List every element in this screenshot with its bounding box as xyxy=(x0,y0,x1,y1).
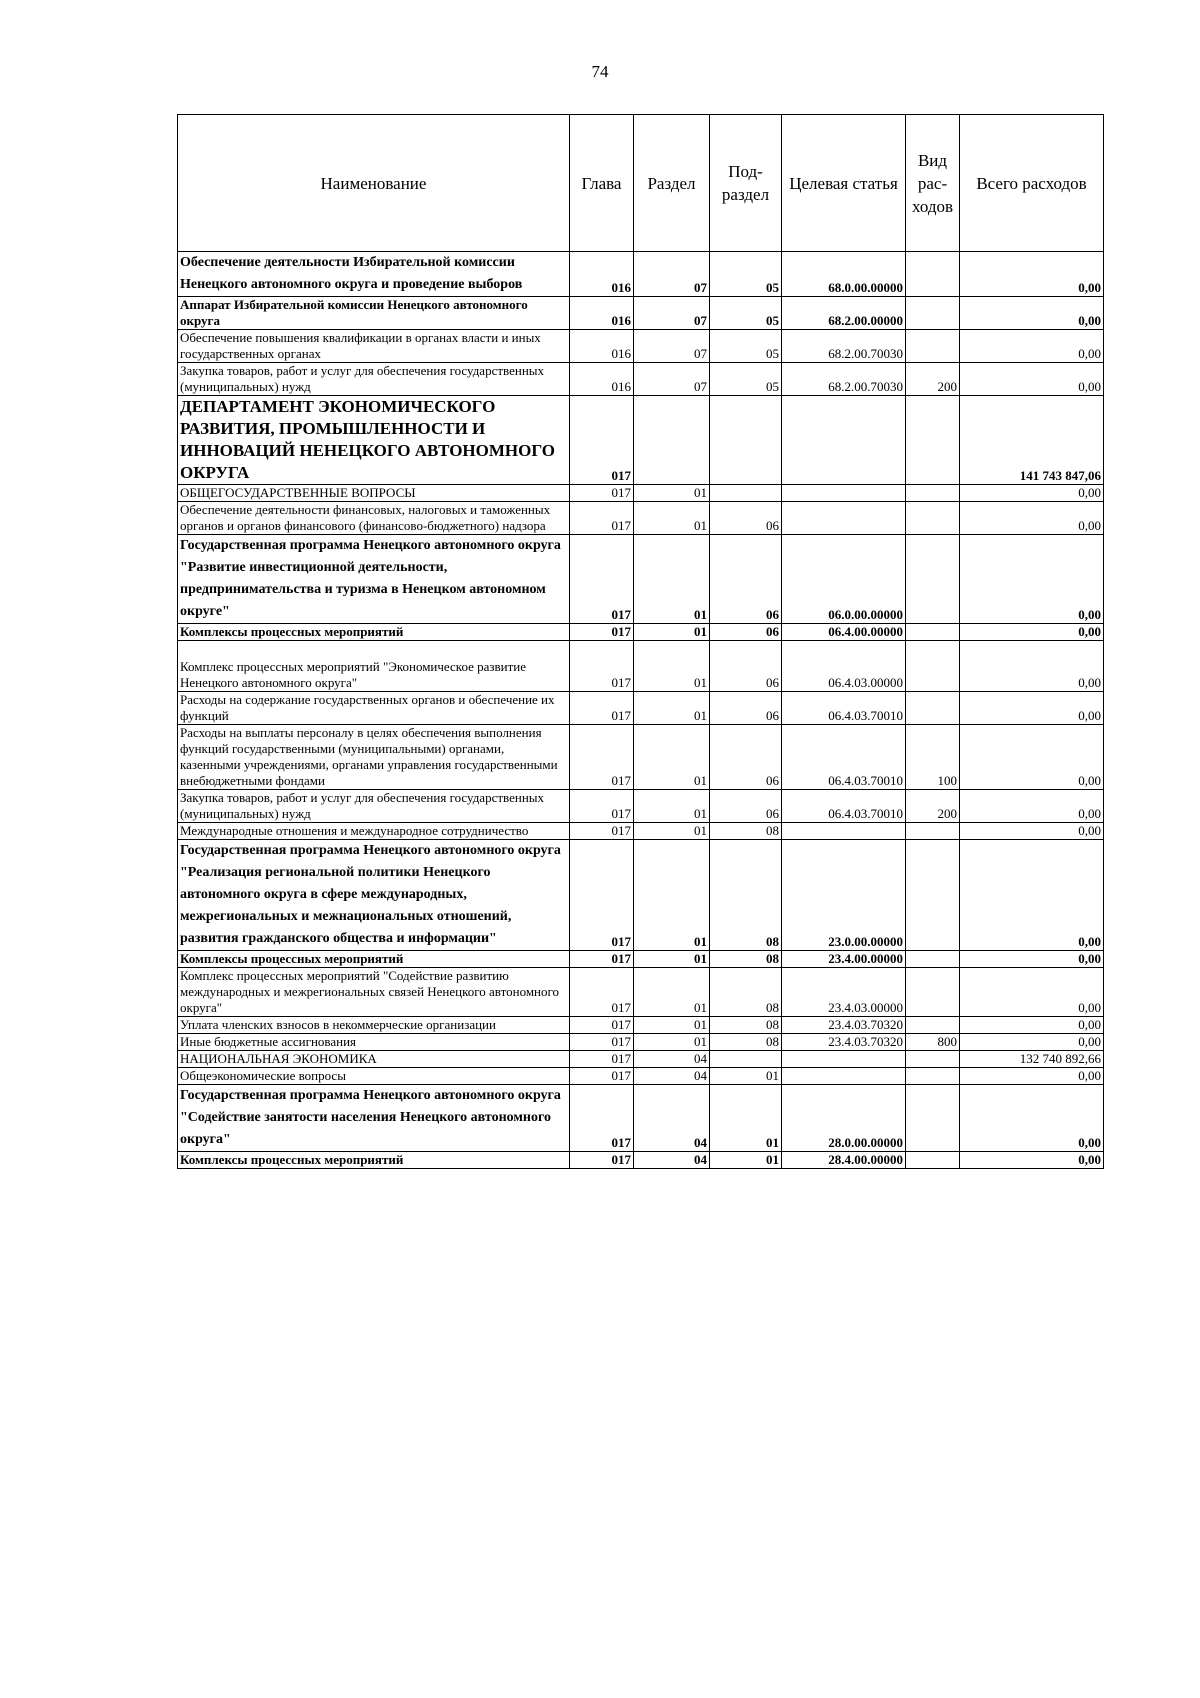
row-chapter: 017 xyxy=(570,951,634,968)
row-section: 04 xyxy=(634,1068,710,1085)
table-row xyxy=(178,330,1104,363)
row-chapter: 017 xyxy=(570,840,634,951)
row-section: 01 xyxy=(634,725,710,790)
row-name: ОБЩЕГОСУДАРСТВЕННЫЕ ВОПРОСЫ xyxy=(178,485,570,502)
row-section: 01 xyxy=(634,535,710,624)
row-chapter: 017 xyxy=(570,692,634,725)
row-chapter: 017 xyxy=(570,1051,634,1068)
row-total: 0,00 xyxy=(960,1017,1104,1034)
row-chapter: 017 xyxy=(570,1152,634,1169)
table-row xyxy=(178,363,1104,396)
row-section: 01 xyxy=(634,502,710,535)
row-total: 0,00 xyxy=(960,624,1104,641)
row-expense-type xyxy=(906,1085,960,1152)
row-total: 0,00 xyxy=(960,502,1104,535)
page-number: 74 xyxy=(591,62,609,81)
row-expense-type xyxy=(906,485,960,502)
table-body xyxy=(178,252,1104,1169)
table-row xyxy=(178,1085,1104,1152)
row-subsection: 08 xyxy=(710,1017,782,1034)
row-section: 07 xyxy=(634,330,710,363)
header-chapter: Глава xyxy=(570,115,634,252)
row-expense-type xyxy=(906,502,960,535)
row-expense-type: 800 xyxy=(906,1034,960,1051)
row-expense-type xyxy=(906,1051,960,1068)
row-chapter: 017 xyxy=(570,485,634,502)
table-row xyxy=(178,641,1104,692)
row-total: 0,00 xyxy=(960,823,1104,840)
row-name: Расходы на выплаты персоналу в целях обеспечения выполнения функций государственными (муниципальными) органами, казенными учреждениями, органами управления государственными внебюджетными фондами xyxy=(178,725,570,790)
table-row xyxy=(178,951,1104,968)
table-row xyxy=(178,1068,1104,1085)
row-name: Государственная программа Ненецкого автономного округа "Развитие инвестиционной деятельности, предпринимательства и туризма в Ненецком автономном округе" xyxy=(178,535,570,624)
budget-table xyxy=(177,114,1104,1169)
row-subsection: 08 xyxy=(710,968,782,1017)
row-expense-type: 200 xyxy=(906,363,960,396)
row-expense-type xyxy=(906,1068,960,1085)
row-section: 01 xyxy=(634,951,710,968)
row-expense-type xyxy=(906,823,960,840)
row-chapter: 017 xyxy=(570,624,634,641)
row-subsection: 05 xyxy=(710,363,782,396)
row-total: 0,00 xyxy=(960,1034,1104,1051)
header-total-expenses: Всего расходов xyxy=(960,115,1104,252)
row-total: 0,00 xyxy=(960,363,1104,396)
row-chapter: 016 xyxy=(570,252,634,297)
row-section: 07 xyxy=(634,363,710,396)
table-row xyxy=(178,1017,1104,1034)
row-section: 01 xyxy=(634,790,710,823)
row-target-article: 68.2.00.70030 xyxy=(782,330,906,363)
row-total: 0,00 xyxy=(960,535,1104,624)
row-total: 0,00 xyxy=(960,840,1104,951)
table-row xyxy=(178,840,1104,951)
table-row xyxy=(178,485,1104,502)
row-target-article xyxy=(782,485,906,502)
row-subsection xyxy=(710,1051,782,1068)
row-subsection: 06 xyxy=(710,641,782,692)
row-target-article: 23.0.00.00000 xyxy=(782,840,906,951)
header-section: Раздел xyxy=(634,115,710,252)
row-chapter: 017 xyxy=(570,823,634,840)
row-name: Расходы на содержание государственных органов и обеспечение их функций xyxy=(178,692,570,725)
row-name: Обеспечение деятельности финансовых, налоговых и таможенных органов и органов финансового (финансово-бюджетного) надзора xyxy=(178,502,570,535)
row-subsection: 06 xyxy=(710,725,782,790)
row-target-article xyxy=(782,1068,906,1085)
row-total: 0,00 xyxy=(960,297,1104,330)
row-section: 07 xyxy=(634,297,710,330)
row-subsection: 05 xyxy=(710,252,782,297)
row-target-article: 28.0.00.00000 xyxy=(782,1085,906,1152)
row-section: 01 xyxy=(634,692,710,725)
row-target-article: 23.4.00.00000 xyxy=(782,951,906,968)
row-expense-type xyxy=(906,535,960,624)
row-expense-type xyxy=(906,396,960,485)
header-subsection: Под-раздел xyxy=(710,115,782,252)
row-chapter: 016 xyxy=(570,363,634,396)
row-expense-type xyxy=(906,951,960,968)
row-name: Закупка товаров, работ и услуг для обеспечения государственных (муниципальных) нужд xyxy=(178,790,570,823)
row-subsection: 05 xyxy=(710,330,782,363)
row-subsection: 05 xyxy=(710,297,782,330)
row-name: ДЕПАРТАМЕНТ ЭКОНОМИЧЕСКОГО РАЗВИТИЯ, ПРОМЫШЛЕННОСТИ И ИННОВАЦИЙ НЕНЕЦКОГО АВТОНОМНОГО ОКРУГА xyxy=(178,396,570,485)
row-target-article: 23.4.03.00000 xyxy=(782,968,906,1017)
row-target-article: 68.2.00.70030 xyxy=(782,363,906,396)
row-section: 01 xyxy=(634,968,710,1017)
row-chapter: 017 xyxy=(570,535,634,624)
row-total: 141 743 847,06 xyxy=(960,396,1104,485)
table-row xyxy=(178,1152,1104,1169)
table-row xyxy=(178,502,1104,535)
table-row xyxy=(178,1051,1104,1068)
row-name: Обеспечение деятельности Избирательной комиссии Ненецкого автономного округа и проведение выборов xyxy=(178,252,570,297)
table-row xyxy=(178,535,1104,624)
row-target-article: 68.2.00.00000 xyxy=(782,297,906,330)
row-name: Комплекс процессных мероприятий "Содействие развитию международных и межрегиональных связей Ненецкого автономного округа" xyxy=(178,968,570,1017)
row-target-article: 68.0.00.00000 xyxy=(782,252,906,297)
row-subsection: 06 xyxy=(710,535,782,624)
table-row xyxy=(178,1034,1104,1051)
header-expense-type: Вид рас-ходов xyxy=(906,115,960,252)
row-target-article xyxy=(782,502,906,535)
row-target-article: 06.4.03.70010 xyxy=(782,725,906,790)
row-section: 01 xyxy=(634,823,710,840)
table-row xyxy=(178,297,1104,330)
row-name: НАЦИОНАЛЬНАЯ ЭКОНОМИКА xyxy=(178,1051,570,1068)
row-expense-type xyxy=(906,692,960,725)
row-target-article: 06.4.00.00000 xyxy=(782,624,906,641)
row-subsection: 01 xyxy=(710,1152,782,1169)
row-name: Закупка товаров, работ и услуг для обеспечения государственных (муниципальных) нужд xyxy=(178,363,570,396)
row-chapter: 016 xyxy=(570,297,634,330)
row-chapter: 016 xyxy=(570,330,634,363)
row-section: 07 xyxy=(634,252,710,297)
row-total: 0,00 xyxy=(960,485,1104,502)
row-expense-type xyxy=(906,1152,960,1169)
header-target-article: Целевая статья xyxy=(782,115,906,252)
row-target-article xyxy=(782,396,906,485)
row-total: 0,00 xyxy=(960,692,1104,725)
row-section: 01 xyxy=(634,641,710,692)
row-section: 01 xyxy=(634,1034,710,1051)
row-subsection xyxy=(710,396,782,485)
row-name: Иные бюджетные ассигнования xyxy=(178,1034,570,1051)
table-row xyxy=(178,624,1104,641)
table-row xyxy=(178,968,1104,1017)
row-subsection: 08 xyxy=(710,840,782,951)
row-section: 01 xyxy=(634,1017,710,1034)
row-expense-type xyxy=(906,330,960,363)
row-subsection: 06 xyxy=(710,790,782,823)
row-section xyxy=(634,396,710,485)
row-total: 0,00 xyxy=(960,1152,1104,1169)
row-total: 132 740 892,66 xyxy=(960,1051,1104,1068)
row-expense-type xyxy=(906,624,960,641)
row-name: Обеспечение повышения квалификации в органах власти и иных государственных органах xyxy=(178,330,570,363)
row-chapter: 017 xyxy=(570,1017,634,1034)
row-subsection: 01 xyxy=(710,1068,782,1085)
row-target-article: 23.4.03.70320 xyxy=(782,1034,906,1051)
row-expense-type xyxy=(906,840,960,951)
row-target-article: 06.0.00.00000 xyxy=(782,535,906,624)
row-section: 01 xyxy=(634,840,710,951)
row-total: 0,00 xyxy=(960,1068,1104,1085)
row-name: Общеэкономические вопросы xyxy=(178,1068,570,1085)
row-subsection: 08 xyxy=(710,1034,782,1051)
table-row xyxy=(178,252,1104,297)
row-chapter: 017 xyxy=(570,968,634,1017)
row-section: 01 xyxy=(634,485,710,502)
row-subsection: 01 xyxy=(710,1085,782,1152)
table-row xyxy=(178,823,1104,840)
header-name: Наименование xyxy=(178,115,570,252)
row-subsection: 06 xyxy=(710,624,782,641)
row-section: 01 xyxy=(634,624,710,641)
row-expense-type xyxy=(906,968,960,1017)
row-total: 0,00 xyxy=(960,252,1104,297)
row-name: Международные отношения и международное сотрудничество xyxy=(178,823,570,840)
row-subsection: 06 xyxy=(710,692,782,725)
row-chapter: 017 xyxy=(570,725,634,790)
row-name: Комплекс процессных мероприятий "Экономическое развитие Ненецкого автономного округа" xyxy=(178,641,570,692)
row-total: 0,00 xyxy=(960,1085,1104,1152)
row-total: 0,00 xyxy=(960,790,1104,823)
row-target-article xyxy=(782,823,906,840)
row-section: 04 xyxy=(634,1051,710,1068)
row-target-article: 23.4.03.70320 xyxy=(782,1017,906,1034)
row-name: Комплексы процессных мероприятий xyxy=(178,624,570,641)
row-name: Государственная программа Ненецкого автономного округа "Содействие занятости населения Ненецкого автономного округа" xyxy=(178,1085,570,1152)
table-row xyxy=(178,692,1104,725)
row-name: Комплексы процессных мероприятий xyxy=(178,951,570,968)
row-chapter: 017 xyxy=(570,502,634,535)
row-chapter: 017 xyxy=(570,790,634,823)
row-chapter: 017 xyxy=(570,1085,634,1152)
row-chapter: 017 xyxy=(570,1034,634,1051)
row-name: Аппарат Избирательной комиссии Ненецкого автономного округа xyxy=(178,297,570,330)
row-section: 04 xyxy=(634,1085,710,1152)
row-chapter: 017 xyxy=(570,641,634,692)
header-row xyxy=(178,115,1104,252)
row-subsection: 06 xyxy=(710,502,782,535)
row-total: 0,00 xyxy=(960,641,1104,692)
row-chapter: 017 xyxy=(570,396,634,485)
row-total: 0,00 xyxy=(960,725,1104,790)
row-total: 0,00 xyxy=(960,330,1104,363)
row-expense-type xyxy=(906,297,960,330)
row-expense-type xyxy=(906,252,960,297)
row-name: Государственная программа Ненецкого автономного округа "Реализация региональной политики Ненецкого автономного округа в сфере международных, межрегиональных и межнациональных отношений, развития гражданского общества и информации" xyxy=(178,840,570,951)
row-chapter: 017 xyxy=(570,1068,634,1085)
row-expense-type xyxy=(906,1017,960,1034)
row-expense-type: 100 xyxy=(906,725,960,790)
row-target-article: 06.4.03.70010 xyxy=(782,692,906,725)
table-row xyxy=(178,790,1104,823)
row-expense-type: 200 xyxy=(906,790,960,823)
row-target-article: 06.4.03.70010 xyxy=(782,790,906,823)
row-expense-type xyxy=(906,641,960,692)
row-subsection: 08 xyxy=(710,823,782,840)
row-name: Уплата членских взносов в некоммерческие организации xyxy=(178,1017,570,1034)
row-target-article: 28.4.00.00000 xyxy=(782,1152,906,1169)
row-section: 04 xyxy=(634,1152,710,1169)
row-target-article xyxy=(782,1051,906,1068)
row-total: 0,00 xyxy=(960,951,1104,968)
table-row xyxy=(178,725,1104,790)
row-total: 0,00 xyxy=(960,968,1104,1017)
row-target-article: 06.4.03.00000 xyxy=(782,641,906,692)
row-name: Комплексы процессных мероприятий xyxy=(178,1152,570,1169)
row-subsection xyxy=(710,485,782,502)
row-subsection: 08 xyxy=(710,951,782,968)
table-row xyxy=(178,396,1104,485)
